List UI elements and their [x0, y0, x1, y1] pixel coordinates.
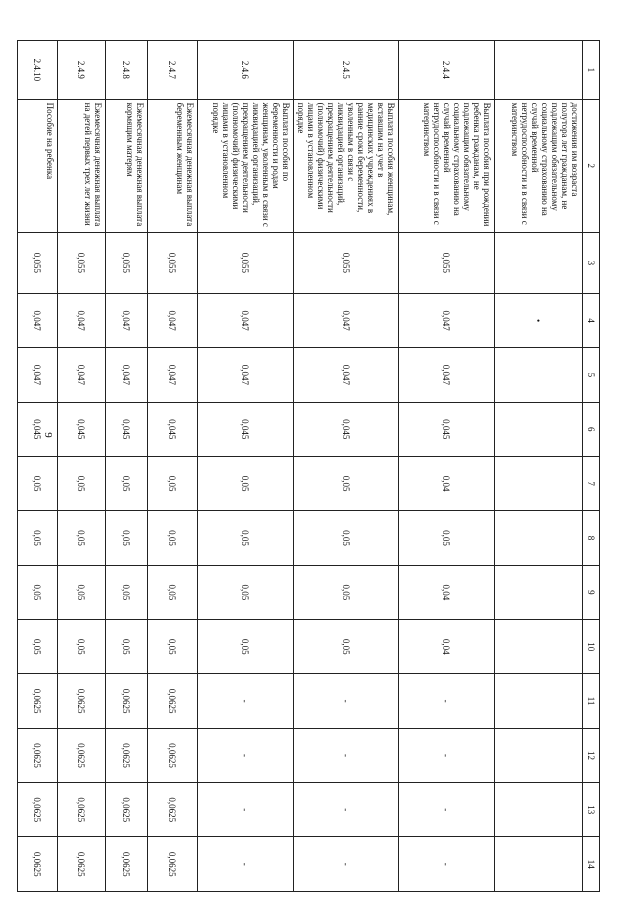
column-header: 7: [583, 456, 600, 510]
value-cell: -: [399, 728, 495, 782]
value-cell: 0,05: [148, 456, 198, 510]
value-cell: 0,047: [198, 348, 294, 402]
value-cell: 0,05: [294, 511, 399, 565]
row-description: Выплата пособия при рождении ребенка гражданам, не подлежащим обязательному социальному страхованию на случай временной нетрудоспособности и в связи с материнством: [399, 99, 495, 232]
value-cell: -: [198, 674, 294, 728]
column-header: 2: [583, 99, 600, 232]
column-header: 14: [583, 837, 600, 892]
row-description: Ежемесячная денежная выплата кормящим матерям: [106, 99, 148, 232]
table-row: [198, 41, 294, 892]
value-cell: 0,05: [148, 511, 198, 565]
value-cell: 0,05: [18, 620, 58, 674]
row-description: Ежемесячная денежная выплата на детей первых трех лет жизни: [58, 99, 106, 232]
value-cell: [495, 620, 583, 674]
rotated-table-wrapper: [32, 40, 600, 892]
value-cell: 0,045: [399, 402, 495, 456]
value-cell: 0,05: [148, 565, 198, 619]
value-cell: 0,0625: [148, 728, 198, 782]
value-cell: 0,047: [294, 348, 399, 402]
column-header: 9: [583, 565, 600, 619]
value-cell: 0,05: [58, 565, 106, 619]
value-cell: 0,0625: [148, 674, 198, 728]
value-cell: 0,05: [18, 456, 58, 510]
value-cell: 0,047: [106, 293, 148, 347]
column-header: 3: [583, 232, 600, 293]
value-cell: 0,05: [58, 456, 106, 510]
value-cell: 0,05: [58, 511, 106, 565]
value-cell: 0,0625: [106, 728, 148, 782]
value-cell: [495, 232, 583, 293]
value-cell: 0,05: [148, 620, 198, 674]
value-cell: 0,047: [198, 293, 294, 347]
value-cell: 0,055: [58, 232, 106, 293]
value-cell: 0,0625: [148, 783, 198, 837]
column-header: 11: [583, 674, 600, 728]
row-code: 2.4.6: [198, 41, 294, 100]
value-cell: 0,04: [399, 456, 495, 510]
value-cell: 0,047: [399, 348, 495, 402]
column-header: 13: [583, 783, 600, 837]
value-cell: 0,0625: [148, 837, 198, 892]
value-cell: 0,047: [106, 348, 148, 402]
value-cell: [495, 565, 583, 619]
value-cell: 0,055: [106, 232, 148, 293]
table-body: [18, 41, 583, 892]
value-cell: [495, 674, 583, 728]
value-cell: 0,05: [58, 620, 106, 674]
row-code: 2.4.5: [294, 41, 399, 100]
value-cell: 0,047: [148, 348, 198, 402]
allocation-table: [17, 40, 600, 892]
value-cell: 0,047: [294, 293, 399, 347]
value-cell: 0,047: [58, 348, 106, 402]
value-cell: 0,0625: [18, 837, 58, 892]
row-description: Выплата пособия по беременности и родам женщинам, уволенным в связи с ликвидацией организаций, прекращением деятельности (полномочий) физическими лицами в установленном порядке: [198, 99, 294, 232]
row-code: 2.4.7: [148, 41, 198, 100]
value-cell: -: [294, 783, 399, 837]
column-header: 1: [583, 41, 600, 100]
value-cell: -: [294, 837, 399, 892]
column-header: 4: [583, 293, 600, 347]
value-cell: 0,0625: [106, 837, 148, 892]
value-cell: 0,0625: [106, 674, 148, 728]
value-cell: [495, 728, 583, 782]
value-cell: 0,055: [294, 232, 399, 293]
value-cell: 0,055: [18, 232, 58, 293]
value-cell: 0,05: [106, 620, 148, 674]
value-cell: 0,047: [18, 293, 58, 347]
value-cell: 0,0625: [58, 837, 106, 892]
table-row: [106, 41, 148, 892]
value-cell: 0,045: [58, 402, 106, 456]
value-cell: 0,05: [294, 620, 399, 674]
value-cell: 0,0625: [18, 783, 58, 837]
value-cell: 0,045: [148, 402, 198, 456]
row-description: Пособие на ребенка: [18, 99, 58, 232]
value-cell: [495, 837, 583, 892]
value-cell: 0,05: [399, 511, 495, 565]
value-cell: 0,0625: [106, 783, 148, 837]
value-cell: 0,04: [399, 565, 495, 619]
value-cell: -: [399, 837, 495, 892]
value-cell: [495, 456, 583, 510]
row-description: достижения им возраста полутора лет гражданам, не подлежащим обязательному социальному страхованию на случай временной нетрудоспособности и в связи с материнством: [495, 99, 583, 232]
value-cell: 0,0625: [18, 674, 58, 728]
value-cell: 0,045: [198, 402, 294, 456]
value-cell: -: [399, 674, 495, 728]
table-row: [495, 41, 583, 892]
value-cell: 0,055: [148, 232, 198, 293]
column-header: 8: [583, 511, 600, 565]
value-cell: 0,05: [294, 565, 399, 619]
row-code: 2.4.4: [399, 41, 495, 100]
column-header: 12: [583, 728, 600, 782]
row-code: 2.4.10: [18, 41, 58, 100]
row-code: [495, 41, 583, 100]
value-cell: [495, 511, 583, 565]
value-cell: 0,055: [399, 232, 495, 293]
value-cell: 0,0625: [58, 728, 106, 782]
value-cell: -: [198, 783, 294, 837]
value-cell: 0,045: [18, 402, 58, 456]
column-header: 5: [583, 348, 600, 402]
value-cell: [495, 783, 583, 837]
table-row: [58, 41, 106, 892]
table-row: [294, 41, 399, 892]
value-cell: -: [198, 837, 294, 892]
table-row: [148, 41, 198, 892]
value-cell: [495, 348, 583, 402]
value-cell: 0,0625: [58, 783, 106, 837]
value-cell: 0,0625: [18, 728, 58, 782]
value-cell: 0,0625: [58, 674, 106, 728]
value-cell: 0,045: [106, 402, 148, 456]
value-cell: 0,047: [58, 293, 106, 347]
row-code: 2.4.9: [58, 41, 106, 100]
value-cell: 0,05: [198, 456, 294, 510]
value-cell: 0,05: [106, 456, 148, 510]
value-cell: [495, 402, 583, 456]
value-cell: 0,05: [106, 511, 148, 565]
row-code: 2.4.8: [106, 41, 148, 100]
value-cell: 0,05: [198, 511, 294, 565]
value-cell: 0,05: [198, 565, 294, 619]
value-cell: 0,045: [294, 402, 399, 456]
value-cell: 0,05: [106, 565, 148, 619]
page-number: 9: [42, 432, 54, 438]
value-cell: 0,055: [198, 232, 294, 293]
value-cell: -: [294, 674, 399, 728]
row-description: Ежемесячная денежная выплата беременным женщинам: [148, 99, 198, 232]
value-cell: 0,05: [18, 511, 58, 565]
value-cell: 0,05: [198, 620, 294, 674]
header-row: [583, 41, 600, 892]
value-cell: -: [399, 783, 495, 837]
value-cell: •: [495, 293, 583, 347]
table-row: [399, 41, 495, 892]
column-header: 6: [583, 402, 600, 456]
row-description: Выплата пособия женщинам, вставшим на учет в медицинских учреждениях в ранние сроки беременности, уволенным в связи с ликвидацией организаций, прекращением деятельности (полномочий) физическими лицами в установленном порядке: [294, 99, 399, 232]
value-cell: 0,05: [18, 565, 58, 619]
value-cell: -: [198, 728, 294, 782]
value-cell: -: [294, 728, 399, 782]
table-row: [18, 41, 58, 892]
value-cell: 0,047: [18, 348, 58, 402]
value-cell: 0,05: [294, 456, 399, 510]
value-cell: 0,047: [399, 293, 495, 347]
value-cell: 0,04: [399, 620, 495, 674]
value-cell: 0,047: [148, 293, 198, 347]
column-header: 10: [583, 620, 600, 674]
